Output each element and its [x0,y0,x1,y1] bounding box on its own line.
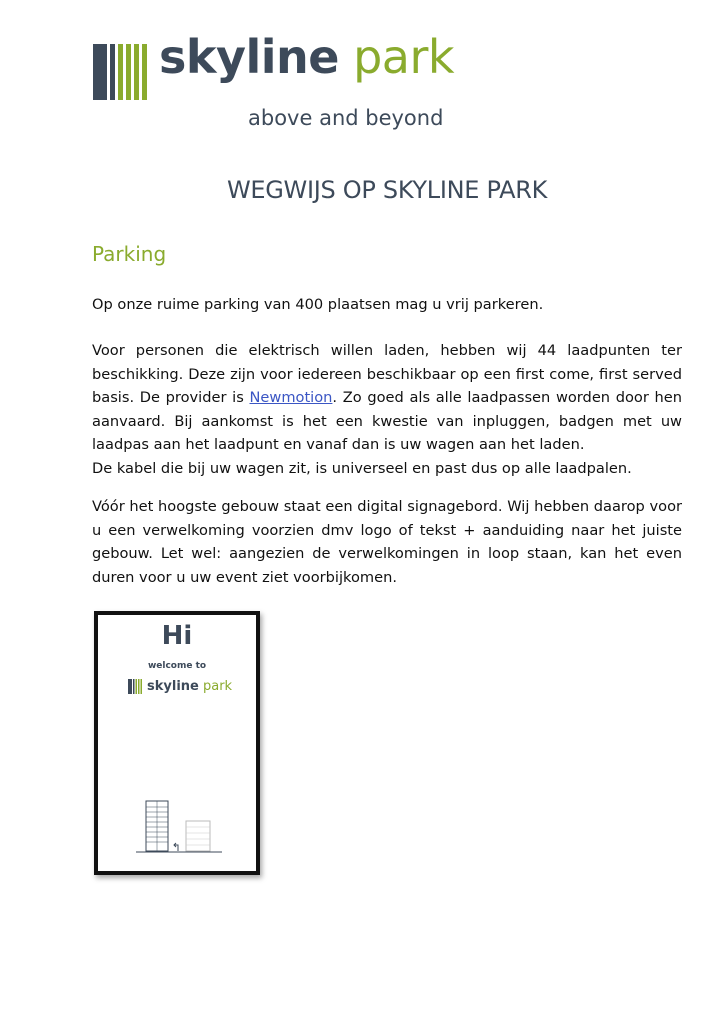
signage-board-image [94,611,260,875]
logo-wordmark [159,30,454,84]
charging-text-after-link: . Zo goed als alle laadpassen worden door hen aanvaard. Bij aankomst is het een kwestie van inpluggen, badgen met uw laadpas aan het laadpunt en vanaf dan is uw wagen aan het laden. [92,389,682,453]
document-title: WEGWIJS OP SKYLINE PARK [226,176,548,204]
signage-logo-bars-icon [128,679,143,694]
paragraph-signage: Vóór het hoogste gebouw staat een digital signagebord. Wij hebben daarop voor u een verwelkoming voorzien dmv logo of tekst + aanduiding naar het juiste gebouw. Let wel: aangezien de verwelkomingen in loop staan, kan het even duren voor u uw event ziet voorbijkomen. [92,498,682,586]
paragraph-charging [92,339,682,480]
signage-logo-word-skyline: skyline [147,679,199,694]
logo-tagline: above and beyond [248,106,444,130]
charging-text [92,339,682,457]
section-heading-parking: Parking [92,242,167,266]
paragraph-parking-capacity: Op onze ruime parking van 400 plaatsen mag u vrij parkeren. [92,296,544,313]
buildings-illustration-icon [134,799,224,859]
charging-text-before-link: Voor personen die elektrisch willen laden, hebben wij 44 laadpunten ter beschikking. Deze zijn voor iedereen beschikbaar op een first come, first served basis. De provider is [92,342,682,406]
signage-greeting: Hi [161,621,193,651]
signage-logo-word-park: park [202,679,233,694]
signage-welcome: welcome to [147,661,207,671]
cable-text: De kabel die bij uw wagen zit, is universeel en past dus op alle laadpalen. [92,459,632,477]
signage-logo [128,679,232,695]
newmotion-link[interactable]: Newmotion [249,389,333,406]
logo-word-park: park [353,30,455,84]
logo-word-skyline: skyline [159,30,339,84]
logo-bars-icon [93,44,149,100]
